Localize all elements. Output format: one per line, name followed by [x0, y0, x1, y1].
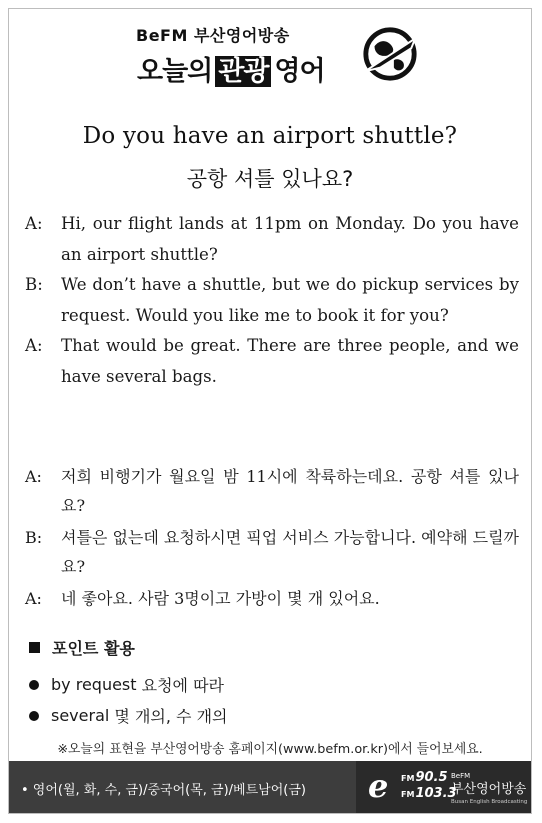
dialog-text: 네 좋아요. 사람 3명이고 가방이 몇 개 있어요.	[61, 589, 380, 608]
dialog-line	[25, 331, 519, 392]
key-points-heading	[25, 636, 519, 659]
point-ko: 몇 개의, 수 개의	[114, 707, 228, 726]
point-ko: 요청에 따라	[141, 676, 224, 695]
speaker-label: B:	[25, 528, 43, 547]
broadcast-schedule: • 영어(월, 화, 수, 금)/중국어(목, 금)/베트남어(금)	[21, 783, 306, 798]
brand-header	[9, 19, 531, 93]
square-bullet-icon	[29, 642, 40, 653]
dialog-english	[25, 209, 519, 392]
logo-frequencies: FM90.5 FM103.3	[401, 770, 457, 801]
footer-bar	[9, 761, 531, 813]
speaker-label: B:	[25, 275, 43, 294]
headline-en: Do you have an airport shuttle?	[82, 123, 458, 149]
dialog-line	[25, 209, 519, 270]
dialog-text: That would be great. There are three people, and we have several bags.	[61, 336, 519, 386]
speaker-label: A:	[25, 467, 42, 486]
frequency-1: 90.5	[415, 770, 448, 785]
dialog-korean	[25, 462, 519, 616]
dialog-text: 셔틀은 없는데 요청하시면 픽업 서비스 가능합니다. 예약해 드릴까요?	[61, 528, 520, 576]
logo-e-mark: e	[368, 767, 389, 805]
dialog-line	[25, 462, 519, 520]
key-points-title: 포인트 활용	[52, 639, 135, 658]
dialog-text: 저희 비행기가 월요일 밤 11시에 착륙하는데요. 공항 셔틀 있나요?	[61, 467, 519, 515]
dot-bullet-icon	[29, 711, 39, 721]
point-item	[25, 700, 519, 731]
column-title	[137, 49, 325, 88]
point-en: by request	[51, 675, 137, 694]
article-frame	[8, 8, 532, 814]
point-en: several	[51, 706, 110, 725]
website-note: ※오늘의 표현을 부산영어방송 홈페이지(www.befm.or.kr)에서 들어보세요.	[57, 742, 483, 757]
station-name: BeFM 부산영어방송	[136, 26, 290, 45]
speaker-label: A:	[25, 214, 43, 233]
speaker-label: A:	[25, 589, 42, 608]
column-title-boxed: 관광	[215, 56, 271, 87]
point-item	[25, 669, 519, 700]
column-title-pre: 오늘의	[137, 56, 213, 87]
column-title-post: 영어	[274, 56, 325, 87]
logo-station-name: BeFM 부산영어방송 Busan English Broadcasting	[451, 772, 528, 805]
headline-ko: 공항 셔틀 있나요?	[186, 167, 354, 191]
befm-logo	[356, 761, 531, 813]
dialog-text: Hi, our flight lands at 11pm on Monday. Do you have an airport shuttle?	[61, 214, 519, 264]
globe-plane-icon	[361, 25, 419, 83]
key-points	[25, 636, 519, 731]
dialog-line	[25, 523, 519, 581]
speaker-label: A:	[25, 336, 43, 355]
dot-bullet-icon	[29, 680, 39, 690]
dialog-line	[25, 584, 519, 613]
dialog-line	[25, 270, 519, 331]
dialog-text: We don’t have a shuttle, but we do pickup services by request. Would you like me to book it for you?	[61, 275, 519, 325]
frequency-2: 103.3	[415, 786, 457, 801]
